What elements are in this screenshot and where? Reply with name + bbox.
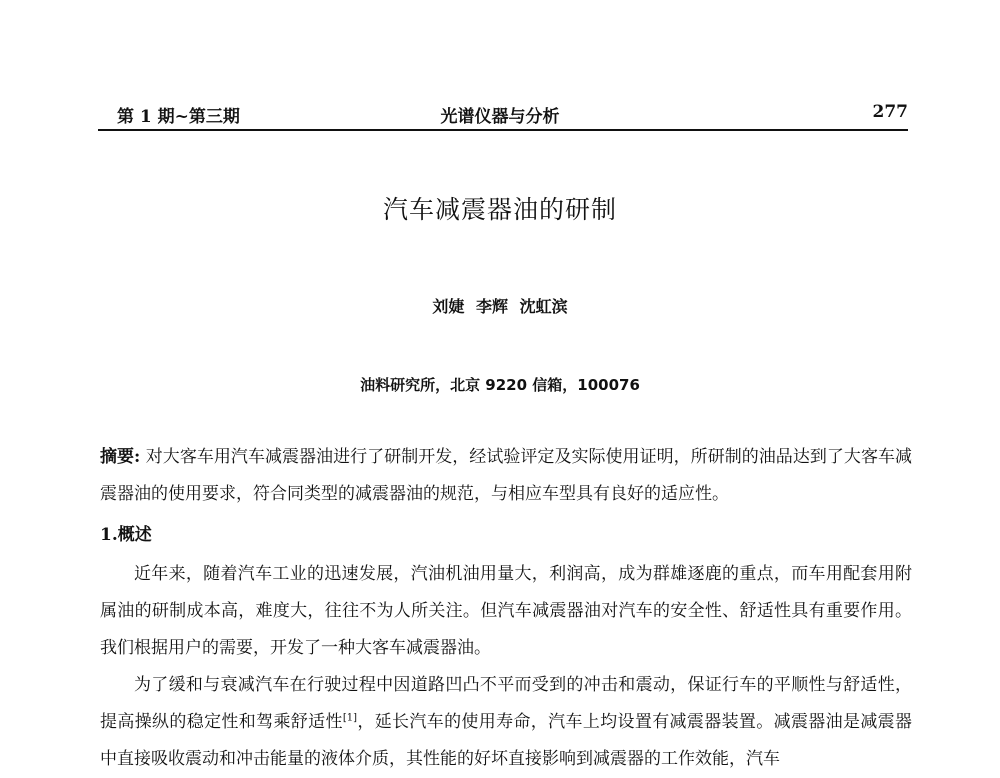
paragraph-2 bbox=[100, 667, 912, 778]
issue-label: 第 1 期~第三期 bbox=[117, 107, 240, 127]
abstract-text: 对大客车用汽车减震器油进行了研制开发，经试验评定及实际使用证明，所研制的油品达到了大客车减震器油的使用要求，符合同类型的减震器油的规范，与相应车型具有良好的适应性。 bbox=[100, 447, 913, 504]
abstract-label: 摘要: bbox=[100, 447, 141, 467]
citation-ref: [1] bbox=[342, 712, 357, 724]
paragraph-2-text-cont: ，延长汽车的使用寿命，汽车上均设置有减震器装置。减震器油是减震器中直接吸收震动和冲击能量的液体介质，其性能的好坏直接影响到减震器的工作效能，汽车 bbox=[100, 712, 913, 769]
journal-name: 光谱仪器与分析 bbox=[440, 107, 560, 127]
paper-title: 汽车减震器油的研制 bbox=[382, 195, 617, 224]
section-heading: 1.概述 bbox=[100, 525, 152, 545]
abstract bbox=[100, 439, 912, 513]
paragraph-1: 近年来，随着汽车工业的迅速发展，汽油机油用量大，利润高，成为群雄逐鹿的重点，而车用配套用附属油的研制成本高，难度大，往往不为人所关注。但汽车减震器油对汽车的安全性、舒适性具有重要作用。我们根据用户的需要，开发了一种大客车减震器油。 bbox=[100, 564, 912, 658]
paragraph-2-text: 为了缓和与衰减汽车在行驶过程中因道路凹凸不平而受到的冲击和震动，保证行车的平顺性与舒适性，提高操纵的稳定性和驾乘舒适性 bbox=[100, 675, 912, 732]
page-number: 277 bbox=[872, 102, 908, 122]
affiliation: 油料研究所，北京 9220 信箱，100076 bbox=[360, 376, 640, 394]
author-list: 刘婕 李辉 沈虹滨 bbox=[432, 297, 568, 316]
header-rule bbox=[98, 129, 908, 131]
